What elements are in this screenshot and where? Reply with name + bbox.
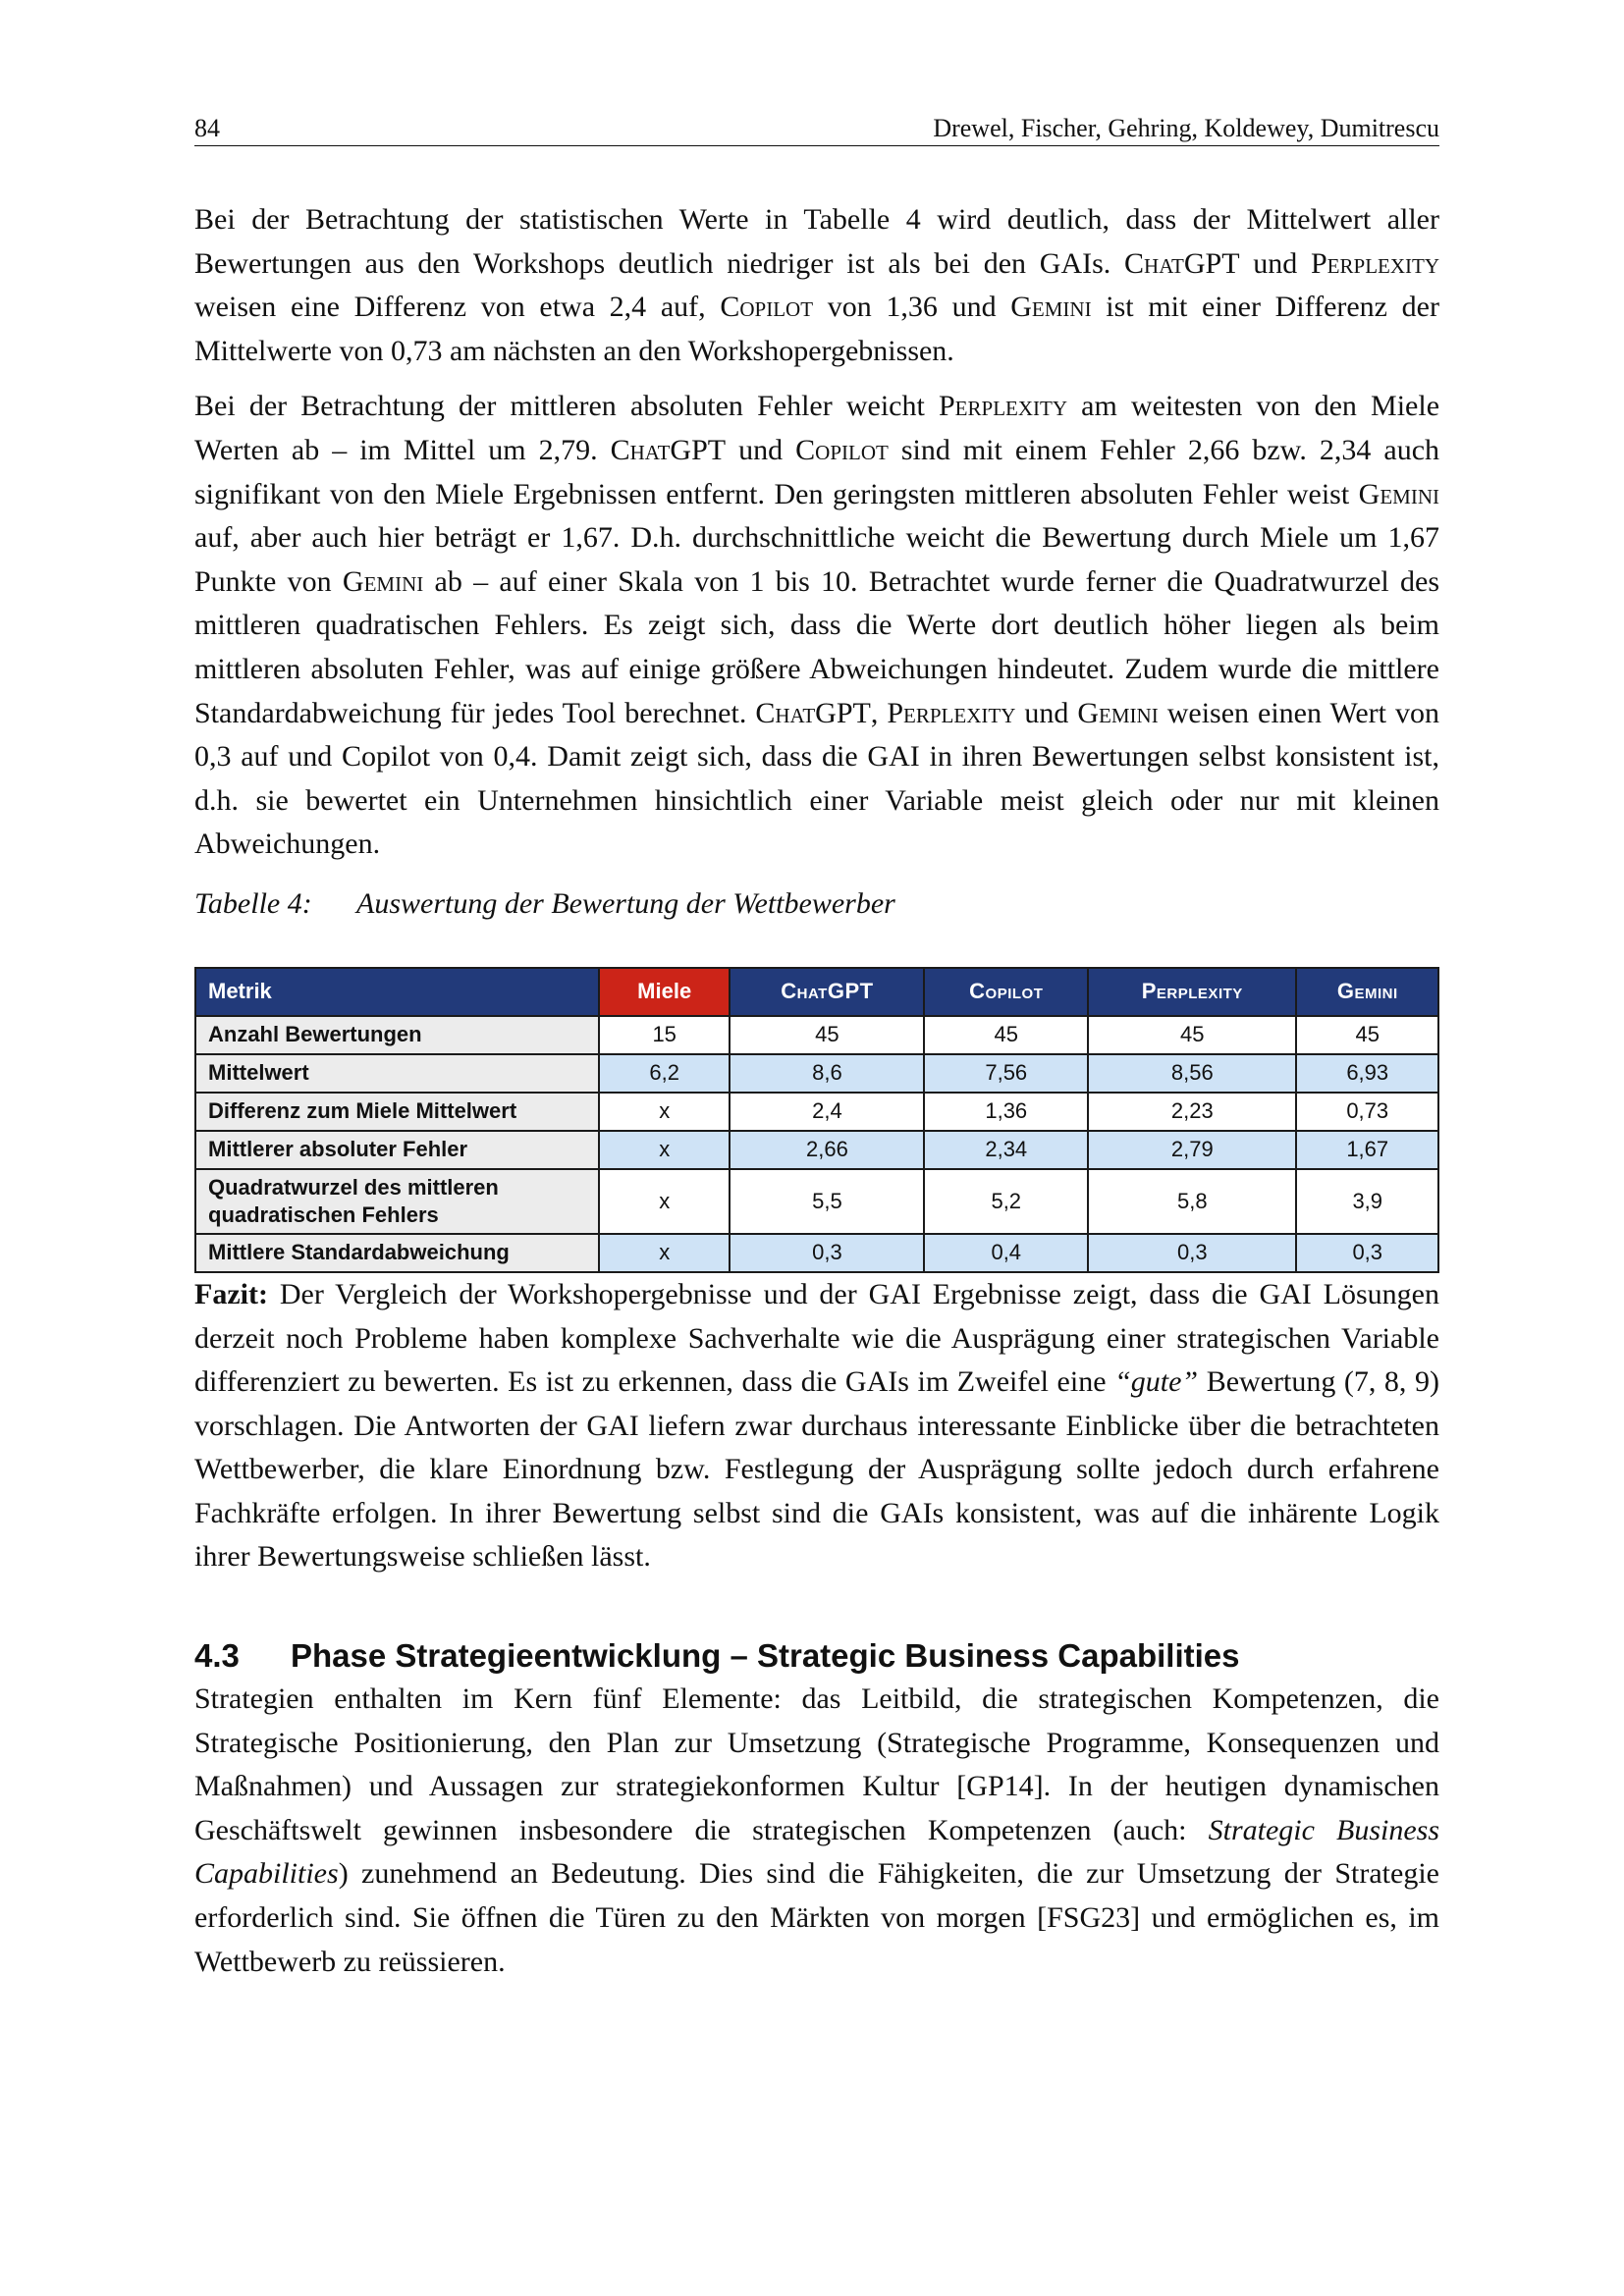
header-chatgpt: ChatGPT xyxy=(730,968,924,1016)
row-label: Mittlerer absoluter Fehler xyxy=(195,1131,599,1169)
cell-perplexity: 2,23 xyxy=(1088,1093,1296,1131)
cell-chatgpt: 2,66 xyxy=(730,1131,924,1169)
table-row xyxy=(195,1093,1438,1131)
cell-gemini: 0,3 xyxy=(1296,1234,1438,1272)
cell-perplexity: 8,56 xyxy=(1088,1054,1296,1093)
cell-miele: x xyxy=(599,1131,730,1169)
cell-chatgpt: 8,6 xyxy=(730,1054,924,1093)
paragraph-absolute-errors: Bei der Betrachtung der mittleren absoluten Fehler weicht Perplexity am weitesten von den Miele Werten ab – im Mittel um 2,79. ChatGPT und Copilot sind mit einem Fehler 2,66 bzw. 2,34 auch signifikant von den Miele Ergebnissen entfernt. Den geringsten mittleren absoluten Fehler weist Gemini auf, aber auch hier beträgt er 1,67. D.h. durchschnittliche weicht die Bewertung durch Miele um 1,67 Punkte von Gemini ab – auf einer Skala von 1 bis 10. Betrachtet wurde ferner die Quadratwurzel des mittleren quadratischen Fehlers. Es zeigt sich, dass die Werte dort deutlich höher liegen als beim mittleren absoluten Fehler, was auf einige größere Abweichungen hindeutet. Zudem wurde die mittlere Standardabweichung für jedes Tool berechnet. ChatGPT, Perplexity und Gemini weisen einen Wert von 0,3 auf und Copilot von 0,4. Damit zeigt sich, dass die GAI in ihren Bewertungen selbst konsistent ist, d.h. sie bewertet ein Unternehmen hinsichtlich einer Variable meist gleich oder nur mit kleinen Abweichungen. xyxy=(194,390,1440,861)
cell-chatgpt: 5,5 xyxy=(730,1169,924,1234)
page-number: 84 xyxy=(194,114,220,142)
page-header xyxy=(194,114,1439,146)
cell-perplexity: 5,8 xyxy=(1088,1169,1296,1234)
cell-copilot: 5,2 xyxy=(924,1169,1088,1234)
page-content xyxy=(194,198,1439,1984)
cell-perplexity: 0,3 xyxy=(1088,1234,1296,1272)
cell-gemini: 1,67 xyxy=(1296,1131,1438,1169)
paragraph-statistical-values: Bei der Betrachtung der statistischen Werte in Tabelle 4 wird deutlich, dass der Mittelwert aller Bewertungen aus den Workshops deutlich niedriger ist als bei den GAIs. ChatGPT und Perplexity weisen eine Differenz von etwa 2,4 auf, Copilot von 1,36 und Gemini ist mit einer Differenz der Mittelwerte von 0,73 am nächsten an den Workshopergebnissen. xyxy=(194,203,1440,367)
table-caption-title: Auswertung der Bewertung der Wettbewerber xyxy=(356,886,895,920)
table-header-row xyxy=(195,968,1438,1016)
header-metric: Metrik xyxy=(195,968,599,1016)
table-row xyxy=(195,1234,1438,1272)
section-number: 4.3 xyxy=(194,1637,240,1675)
cell-miele: 15 xyxy=(599,1016,730,1054)
header-copilot: Copilot xyxy=(924,968,1088,1016)
cell-chatgpt: 2,4 xyxy=(730,1093,924,1131)
table-row xyxy=(195,1054,1438,1093)
cell-miele: x xyxy=(599,1093,730,1131)
row-label: Mittelwert xyxy=(195,1054,599,1093)
table-row xyxy=(195,1131,1438,1169)
table-caption-label: Tabelle 4: xyxy=(194,886,312,920)
running-head-authors: Drewel, Fischer, Gehring, Koldewey, Dumitrescu xyxy=(933,114,1439,142)
paragraph-strategies: Strategien enthalten im Kern fünf Elemente: das Leitbild, die strategischen Kompetenzen, die Strategische Positionierung, den Plan zur Umsetzung (Strategische Programme, Konsequenzen und Maßnahmen) und Aussagen zur strategiekonformen Kultur [GP14]. In der heutigen dynamischen Geschäftswelt gewinnen insbesondere die strategischen Kompetenzen (auch: Strategic Business Capabilities) zunehmend an Bedeutung. Dies sind die Fähigkeiten, die zur Umsetzung der Strategie erforderlich sind. Sie öffnen die Türen zu den Märkten von morgen [FSG23] und ermöglichen es, im Wettbewerb zu reüssieren. xyxy=(194,1682,1440,1978)
table-row xyxy=(195,1016,1438,1054)
table-row xyxy=(195,1169,1438,1234)
cell-perplexity: 2,79 xyxy=(1088,1131,1296,1169)
cell-copilot: 7,56 xyxy=(924,1054,1088,1093)
cell-gemini: 0,73 xyxy=(1296,1093,1438,1131)
cell-miele: x xyxy=(599,1234,730,1272)
row-label-line: quadratischen Fehlers xyxy=(208,1201,439,1227)
section-title: Phase Strategieentwicklung – Strategic Business Capabilities xyxy=(291,1637,1240,1675)
header-miele: Miele xyxy=(599,968,730,1016)
cell-gemini: 45 xyxy=(1296,1016,1438,1054)
row-label: Anzahl Bewertungen xyxy=(195,1016,599,1054)
row-label: Differenz zum Miele Mittelwert xyxy=(195,1093,599,1131)
cell-chatgpt: 45 xyxy=(730,1016,924,1054)
cell-copilot: 0,4 xyxy=(924,1234,1088,1272)
header-gemini: Gemini xyxy=(1296,968,1438,1016)
cell-chatgpt: 0,3 xyxy=(730,1234,924,1272)
table-caption xyxy=(194,882,1439,926)
header-perplexity: Perplexity xyxy=(1088,968,1296,1016)
row-label xyxy=(195,1169,599,1234)
fazit-label: Fazit: xyxy=(194,1277,268,1310)
row-label: Mittlere Standardabweichung xyxy=(195,1234,599,1272)
cell-gemini: 3,9 xyxy=(1296,1169,1438,1234)
cell-miele: 6,2 xyxy=(599,1054,730,1093)
cell-copilot: 45 xyxy=(924,1016,1088,1054)
cell-copilot: 1,36 xyxy=(924,1093,1088,1131)
results-table xyxy=(194,967,1439,1273)
cell-miele: x xyxy=(599,1169,730,1234)
cell-perplexity: 45 xyxy=(1088,1016,1296,1054)
section-heading xyxy=(194,1634,1439,1678)
cell-gemini: 6,93 xyxy=(1296,1054,1438,1093)
cell-copilot: 2,34 xyxy=(924,1131,1088,1169)
row-label-line: Quadratwurzel des mittleren xyxy=(208,1174,499,1200)
paragraph-fazit: Fazit: Der Vergleich der Workshopergebnisse und der GAI Ergebnisse zeigt, dass die GAI Lösungen derzeit noch Probleme haben komplexe Sachverhalte wie die Ausprägung einer strategischen Variable differenziert zu bewerten. Es ist zu erkennen, dass die GAIs im Zweifel eine “gute” Bewertung (7, 8, 9) vorschlagen. Die Antworten der GAI liefern zwar durchaus interessante Einblicke über die betrachteten Wettbewerber, die klare Einordnung bzw. Festlegung der Ausprägung sollte jedoch durch erfahrene Fachkräfte erfolgen. In ihrer Bewertung selbst sind die GAIs konsistent, was auf die inhärente Logik ihrer Bewertungsweise schließen lässt. xyxy=(194,1277,1439,1574)
